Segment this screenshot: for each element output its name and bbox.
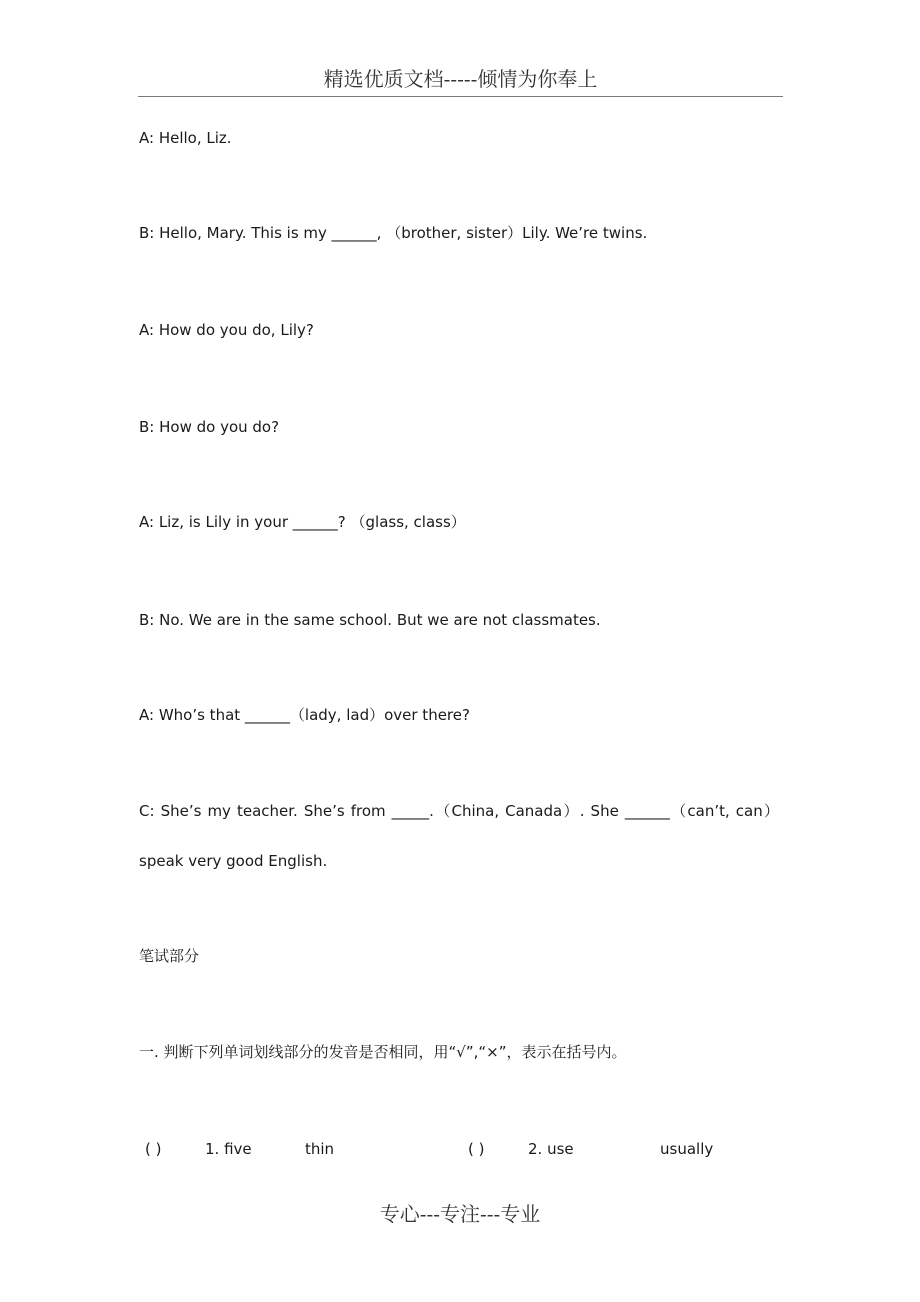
answer-bracket-2[interactable]: ( ) — [468, 1140, 485, 1158]
dialogue-line-7: A: Who’s that ______（lady, lad）over there? — [139, 706, 470, 724]
answer-bracket-1[interactable]: ( ) — [145, 1140, 162, 1158]
page-footer: 专心---专注---专业 — [379, 1202, 541, 1226]
question-2-word-1: 2. use — [528, 1140, 574, 1158]
question-2-word-2: usually — [660, 1140, 714, 1158]
dialogue-line-6: B: No. We are in the same school. But we are not classmates. — [139, 611, 601, 629]
dialogue-line-4: B: How do you do? — [139, 418, 280, 436]
page-header: 精选优质文档-----倾情为你奉上 — [138, 64, 783, 97]
section-title: 笔试部分 — [139, 947, 200, 965]
dialogue-line-1: A: Hello, Liz. — [139, 129, 232, 147]
dialogue-line-2: B: Hello, Mary. This is my ______, （brother, sister）Lily. We’re twins. — [139, 224, 648, 242]
dialogue-line-9: speak very good English. — [139, 852, 328, 870]
dialogue-line-3: A: How do you do, Lily? — [139, 321, 314, 339]
dialogue-line-8: C: She’s my teacher. She’s from _____.（China, Canada）. She ______（can’t, can） — [139, 802, 779, 820]
question-1-word-2: thin — [305, 1140, 335, 1158]
section-instruction: 一. 判断下列单词划线部分的发音是否相同，用“√”,“×”，表示在括号内。 — [139, 1043, 627, 1061]
question-1-word-1: 1. five — [205, 1140, 252, 1158]
dialogue-line-5: A: Liz, is Lily in your ______? （glass, class） — [139, 513, 466, 531]
